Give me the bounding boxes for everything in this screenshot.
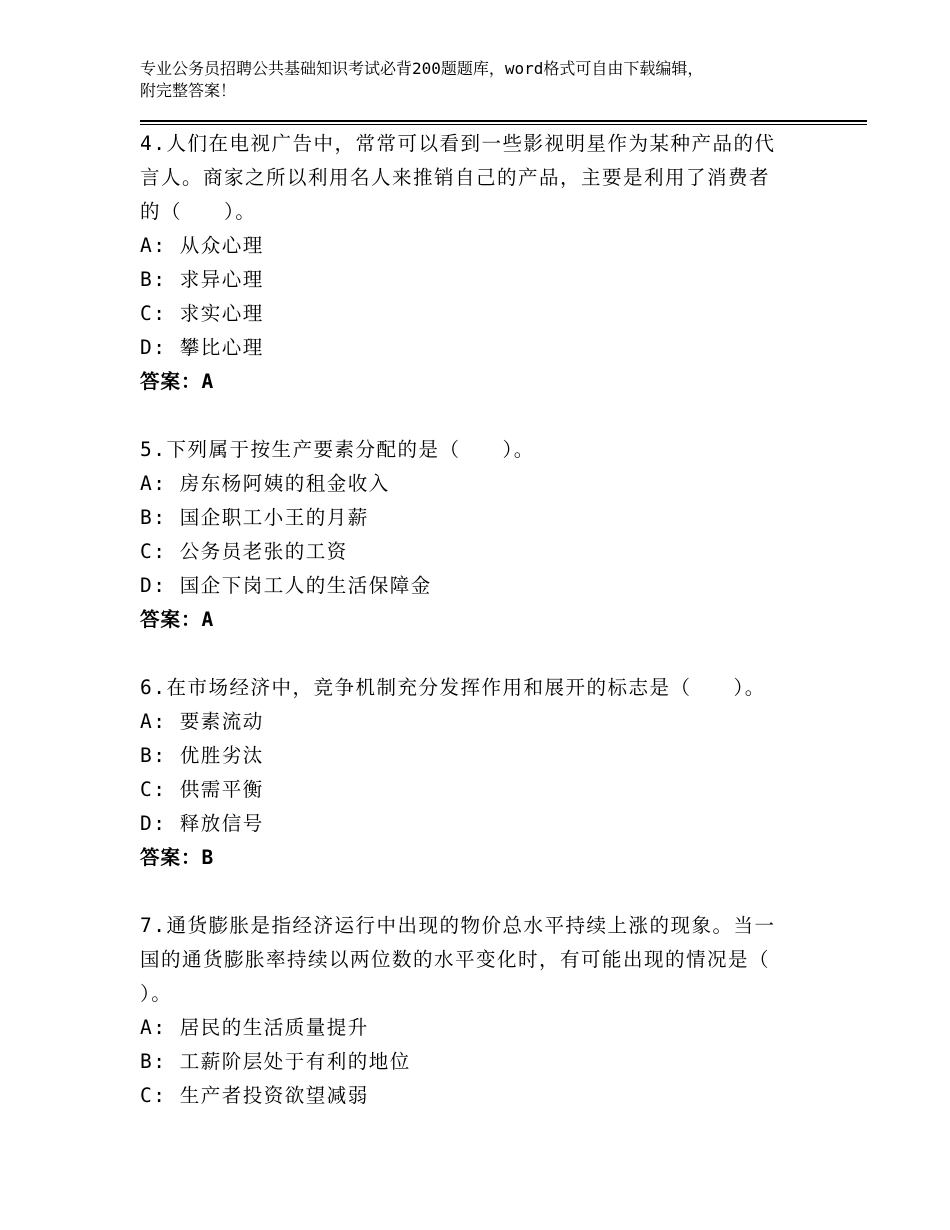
document-header: [140, 58, 800, 102]
question-number: 5.: [140, 438, 167, 461]
question-text: [140, 127, 800, 161]
option-a: A: 房东杨阿姨的租金收入: [140, 472, 390, 495]
question-number: 7.: [140, 914, 167, 937]
option-c: C: 生产者投资欲望减弱: [140, 1084, 369, 1107]
answer-value: A: [201, 608, 215, 631]
option-c: C: 公务员老张的工资: [140, 540, 348, 563]
question-line: 人们在电视广告中，常常可以看到一些影视明星作为某种产品的代: [166, 132, 776, 155]
question-list: [140, 127, 800, 1147]
answer-label: 答案：: [140, 370, 202, 393]
question-line: 在市场经济中，竞争机制充分发挥作用和展开的标志是（ ）。: [166, 676, 766, 699]
header-line-2: 附完整答案！: [140, 81, 237, 100]
option-b: B: 求异心理: [140, 268, 264, 291]
header-divider: [140, 120, 867, 126]
question-6: [140, 671, 800, 875]
question-number: 4.: [140, 132, 167, 155]
question-line: 通货膨胀是指经济运行中出现的物价总水平持续上涨的现象。当一: [166, 914, 776, 937]
option-a: A: 要素流动: [140, 710, 264, 733]
question-7: [140, 909, 800, 1113]
header-line-1: 专业公务员招聘公共基础知识考试必背200题题库，word格式可自由下载编辑，: [140, 59, 704, 78]
answer-line: [140, 365, 800, 399]
question-line: ）。: [140, 982, 173, 1005]
question-4: [140, 127, 800, 399]
question-line: 言人。商家之所以利用名人来推销自己的产品，主要是利用了消费者: [140, 166, 771, 189]
answer-label: 答案：: [140, 608, 202, 631]
answer-line: [140, 603, 800, 637]
answer-value: B: [201, 846, 215, 869]
answer-line: [140, 841, 800, 875]
option-b: B: 国企职工小王的月薪: [140, 506, 369, 529]
option-b: B: 优胜劣汰: [140, 744, 264, 767]
option-c: C: 供需平衡: [140, 778, 264, 801]
question-line: 的（ ）。: [140, 200, 257, 223]
option-d: D: 释放信号: [140, 812, 264, 835]
answer-label: 答案：: [140, 846, 202, 869]
option-d: D: 攀比心理: [140, 336, 264, 359]
question-5: [140, 433, 800, 637]
question-line: 下列属于按生产要素分配的是（ ）。: [166, 438, 535, 461]
option-d: D: 国企下岗工人的生活保障金: [140, 574, 432, 597]
option-a: A: 从众心理: [140, 234, 264, 257]
option-b: B: 工薪阶层处于有利的地位: [140, 1050, 411, 1073]
question-number: 6.: [140, 676, 167, 699]
question-line: 国的通货膨胀率持续以两位数的水平变化时，有可能出现的情况是（: [140, 948, 771, 971]
option-a: A: 居民的生活质量提升: [140, 1016, 369, 1039]
question-text: [140, 909, 800, 943]
answer-value: A: [201, 370, 215, 393]
option-c: C: 求实心理: [140, 302, 264, 325]
question-text: [140, 433, 800, 467]
question-text: [140, 671, 800, 705]
